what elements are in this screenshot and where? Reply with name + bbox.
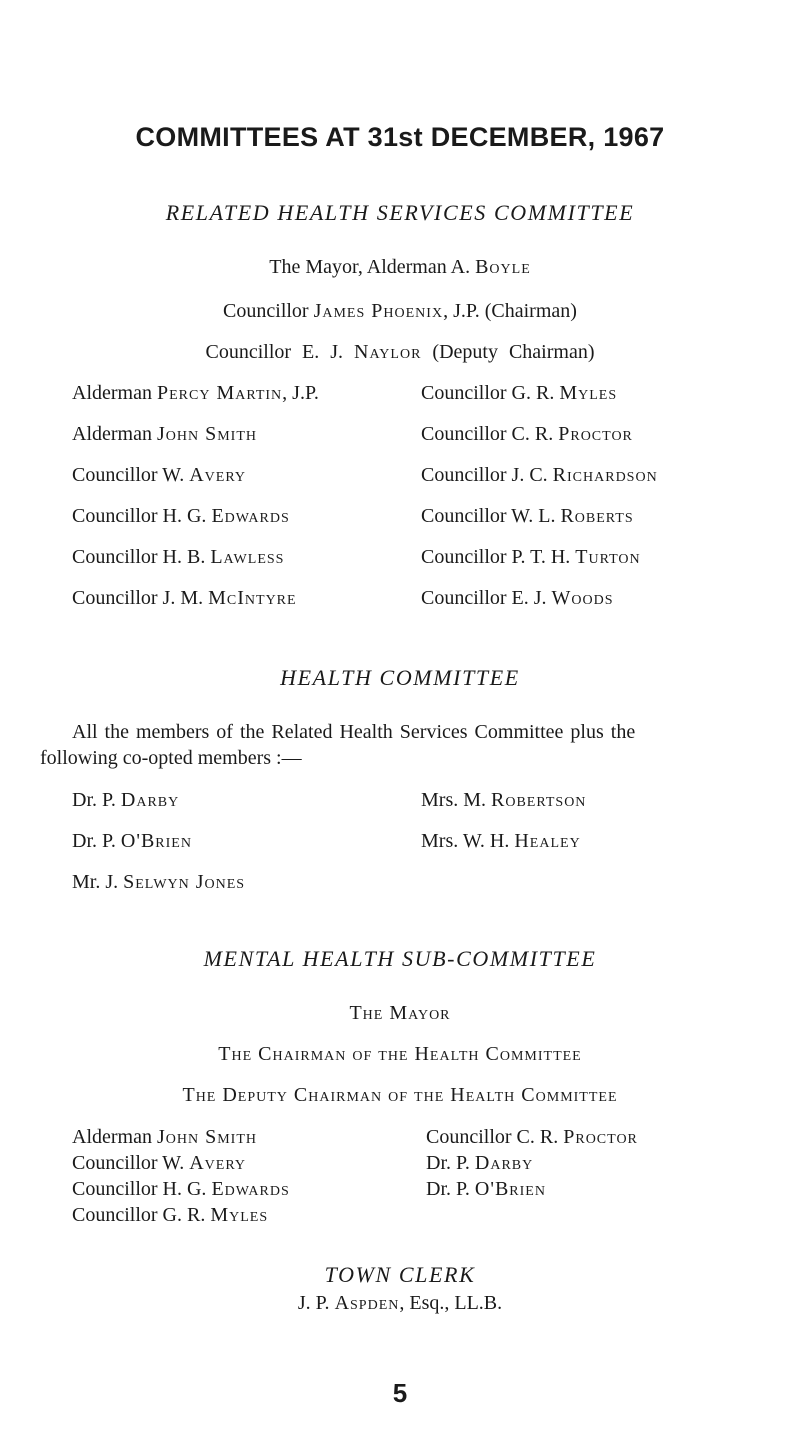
member-line: Alderman John Smith xyxy=(72,1126,257,1148)
health-intro-line-1: All the members of the Related Health Services Committee plus the xyxy=(72,721,636,743)
member-line: Councillor H. B. Lawless xyxy=(72,546,285,568)
member-line: Councillor C. R. Proctor xyxy=(426,1126,638,1148)
page-number: 5 xyxy=(392,1378,408,1408)
member-line: Councillor H. G. Edwards xyxy=(72,505,290,527)
member-line: Mrs. W. H. Healey xyxy=(421,830,581,852)
member-line: Councillor G. R. Myles xyxy=(72,1204,269,1226)
line-suffix: , J.P. (Chairman) xyxy=(443,300,577,322)
member-line: Dr. P. O'Brien xyxy=(426,1178,546,1200)
member-surname: James Phoenix xyxy=(313,300,444,322)
member-line: Alderman Percy Martin, J.P. xyxy=(72,382,319,404)
member-surname: Naylor xyxy=(354,341,422,363)
member-line: Councillor J. C. Richardson xyxy=(421,464,658,486)
health-intro-line-2: following co-opted members :— xyxy=(40,747,302,769)
member-line: Councillor C. R. Proctor xyxy=(421,423,633,445)
member-line: Councillor E. J. Woods xyxy=(421,587,614,609)
member-line: Mr. J. Selwyn Jones xyxy=(72,871,246,893)
member-line: Dr. P. O'Brien xyxy=(72,830,192,852)
member-line: Dr. P. Darby xyxy=(426,1152,534,1174)
line-suffix: (Deputy Chairman) xyxy=(421,341,595,363)
town-clerk-heading: TOWN CLERK xyxy=(324,1262,476,1287)
page-title: COMMITTEES AT 31st DECEMBER, 1967 xyxy=(135,122,665,152)
member-line: Dr. P. Darby xyxy=(72,789,180,811)
member-surname: Aspden xyxy=(334,1292,400,1314)
member-line: Councillor W. Avery xyxy=(72,1152,247,1174)
line-prefix: The Mayor, Alderman A. xyxy=(269,256,476,278)
mental-line-mayor: The Mayor xyxy=(349,1002,451,1024)
member-line: Councillor W. Avery xyxy=(72,464,247,486)
line-prefix: Councillor xyxy=(223,300,314,322)
line-prefix: Councillor E. J. xyxy=(205,341,355,363)
related-chairman-line xyxy=(0,300,800,323)
member-line: Councillor W. L. Roberts xyxy=(421,505,634,527)
member-line: Alderman John Smith xyxy=(72,423,257,445)
related-mayor-line xyxy=(0,256,800,279)
member-line: Mrs. M. Robertson xyxy=(421,789,587,811)
member-surname: Boyle xyxy=(475,256,531,278)
member-line: Councillor G. R. Myles xyxy=(421,382,618,404)
member-line: Councillor J. M. McIntyre xyxy=(72,587,297,609)
related-deputy-line xyxy=(0,341,800,364)
line-prefix: J. P. xyxy=(297,1292,335,1314)
health-committee-heading: HEALTH COMMITTEE xyxy=(280,665,520,690)
mental-health-heading: MENTAL HEALTH SUB-COMMITTEE xyxy=(203,946,597,971)
related-committee-heading: RELATED HEALTH SERVICES COMMITTEE xyxy=(165,200,635,225)
mental-line-chairman: The Chairman of the Health Committee xyxy=(218,1043,582,1065)
member-line: Councillor P. T. H. Turton xyxy=(421,546,641,568)
mental-line-deputy: The Deputy Chairman of the Health Committee xyxy=(182,1084,618,1106)
member-line: Councillor H. G. Edwards xyxy=(72,1178,290,1200)
line-suffix: , Esq., LL.B. xyxy=(399,1292,503,1314)
town-clerk-name-line xyxy=(0,1292,800,1315)
